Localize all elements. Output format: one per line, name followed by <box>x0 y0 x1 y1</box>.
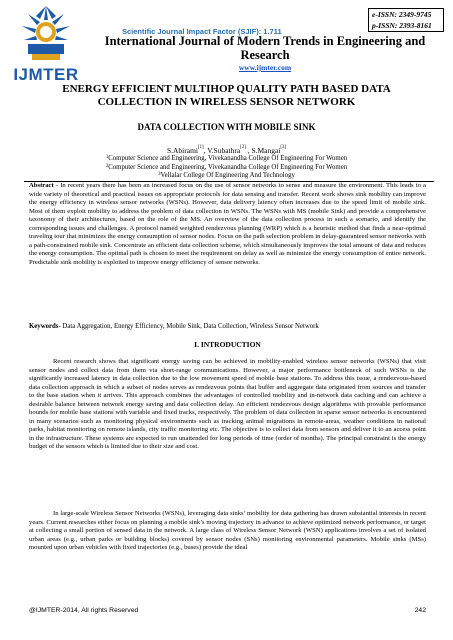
author-name: S.Abirami <box>166 146 199 155</box>
page-number: 242 <box>414 607 426 614</box>
journal-url-link[interactable]: www.ijmter.com <box>238 63 292 72</box>
abstract-label: Abstract <box>29 182 54 189</box>
copyright: @IJMTER-2014, All rights Reserved <box>29 607 139 614</box>
section-heading: I. INTRODUCTION <box>194 340 261 349</box>
affiliation-text: Computer Science and Engineering, Vivekanandha College Of Engineering For Women <box>108 163 348 171</box>
author-mark: [1] <box>198 145 204 150</box>
abstract-text: - In recent years there has been an increased focus on the use of sensor networks to sense and measure the environment. This leads to a wide variety of theoretical and practical issues on appropriate protocols for data sensing and transfer. Recent work shows sink mobility can improve the energy efficiency in wireless sensor networks (WSNs). However, data delivery latency often increases due to the speed limit of mobile sink. Most of them exploit mobility to address the problem of data collection in WSNs. The WSNs with MS (mobile Sink) and provide a comprehensive taxonomy of their architectures, based on the role of the MS. An overview of the data collection process in such a scenario, and identify the corresponding issues and challenges. A protocol named weighted rendezvous planning (WRP) which is a heuristic method that finds a near-optimal traveling tour that minimizes the energy consumption of sensor nodes. Focus on the path selection problem in delay-guaranteed sensor networks with a path-constrained mobile sink. Concentrate an efficient data collection scheme, which simultaneously improves the total amount of data and reduces the energy consumption. The optimal path is chosen to meet the requirement on delay as well as minimize the energy consumption of entire network. Predictable sink mobility is exploited to improve energy efficiency of sensor networks. <box>29 182 426 266</box>
journal-logo <box>8 2 84 84</box>
affiliation-mark: 1 <box>105 155 109 160</box>
paragraph: In large-scale Wireless Sensor Networks (WSNs), leveraging data sinks’ mobility for data gathering has drawn substantial interests in recent years. Current researches either focus on planning a mobile sink’s moving trajectory in advance to achieve optimized network performance, or target at collecting a small portion of sensed data in the network. A large class of Wireless Sensor Network (WSN) applications involves a set of isolated urban areas (e.g., urban parks or building blocks) covered by sensor nodes (SNs) monitoring environmental parameters. Mobile sinks (MSs) mounted upon urban vehicles with fixed trajectories (e.g., buses) provide the ideal <box>29 510 426 551</box>
logo-text: IJMTER <box>13 65 79 84</box>
affiliation <box>40 172 413 181</box>
paper-title: ENERGY EFFICIENT MULTIHOP QUALITY PATH BASED DATA COLLECTION IN WIRELESS SENSOR NETWORK <box>62 83 391 108</box>
keywords-text: - Data Aggregation, Energy Efficiency, Mobile Sink, Data Collection, Wireless Sensor Network <box>58 323 319 330</box>
author-mark: [2] <box>240 145 246 150</box>
affiliation-text: Computer Science and Engineering, Vivekanandha College Of Engineering For Women <box>108 155 348 162</box>
author-name: S.Mangai <box>251 146 281 155</box>
affiliation-mark: 3 <box>158 172 161 177</box>
page-footer <box>29 607 426 614</box>
author-mark: [3] <box>280 145 287 150</box>
keywords-label: Keywords <box>29 323 59 330</box>
affiliation-mark: 2 <box>105 163 109 169</box>
affiliation <box>40 155 413 164</box>
author-name: V.Subathra <box>207 146 241 155</box>
affiliation <box>40 164 413 173</box>
author-list: S.Abirami[1], V.Subathra[2] , S.Mangai[3] <box>166 145 287 155</box>
paper-subtitle: DATA COLLECTION WITH MOBILE SINK <box>137 122 316 132</box>
issn-box <box>368 8 444 32</box>
logo-emblem-icon <box>8 2 84 62</box>
paragraph: Recent research shows that significant energy saving can be achieved in mobility-enabled wireless sensor networks (WSNs) that visit sensor nodes and collect data from them via short-range communications. However, a major performance bottleneck of such WSNs is the significantly increased latency in data collection due to the low movement speed of mobile base stations. To address this issue, a rendezvous-based data collection approach in which a subset of nodes serves as rendezvous points that buffer and aggregate data originated from sources and transfer to the base station when it arrives. This approach combines the advantages of controlled mobility and in-network data caching and can achieve a desirable balance between network energy saving and data collection delay. An efficient rendezvous design algorithms with provable performance bounds for mobile base stations with variable and fixed tracks, respectively. The problem of data collection in sparse sensor networks is encountered in many scenarios such as monitoring physical environments such as tracking animal migrations in remote-areas, weather conditions in national parks, habitat monitoring on remote islands, city traffic monitoring etc. The objective is to collect data from sensors and deliver it to an access point in the infrastructure. These systems are expected to run unattended for long periods of time (order of months). The principal constraint is the energy budget of the sensors which is limited due to their size and cost. <box>29 358 426 450</box>
pissn: p-ISSN: 2393-8161 <box>372 21 432 30</box>
journal-name: International Journal of Modern Trends in Engineering and Research <box>104 34 426 62</box>
keywords <box>29 323 426 332</box>
impact-factor: Scientific Journal Impact Factor (SJIF): 1.711 <box>122 27 282 36</box>
eissn: e-ISSN: 2349-9745 <box>372 10 432 19</box>
affiliation-text: Vellalar College Of Engineering And Technology <box>160 172 295 179</box>
abstract <box>29 182 426 267</box>
